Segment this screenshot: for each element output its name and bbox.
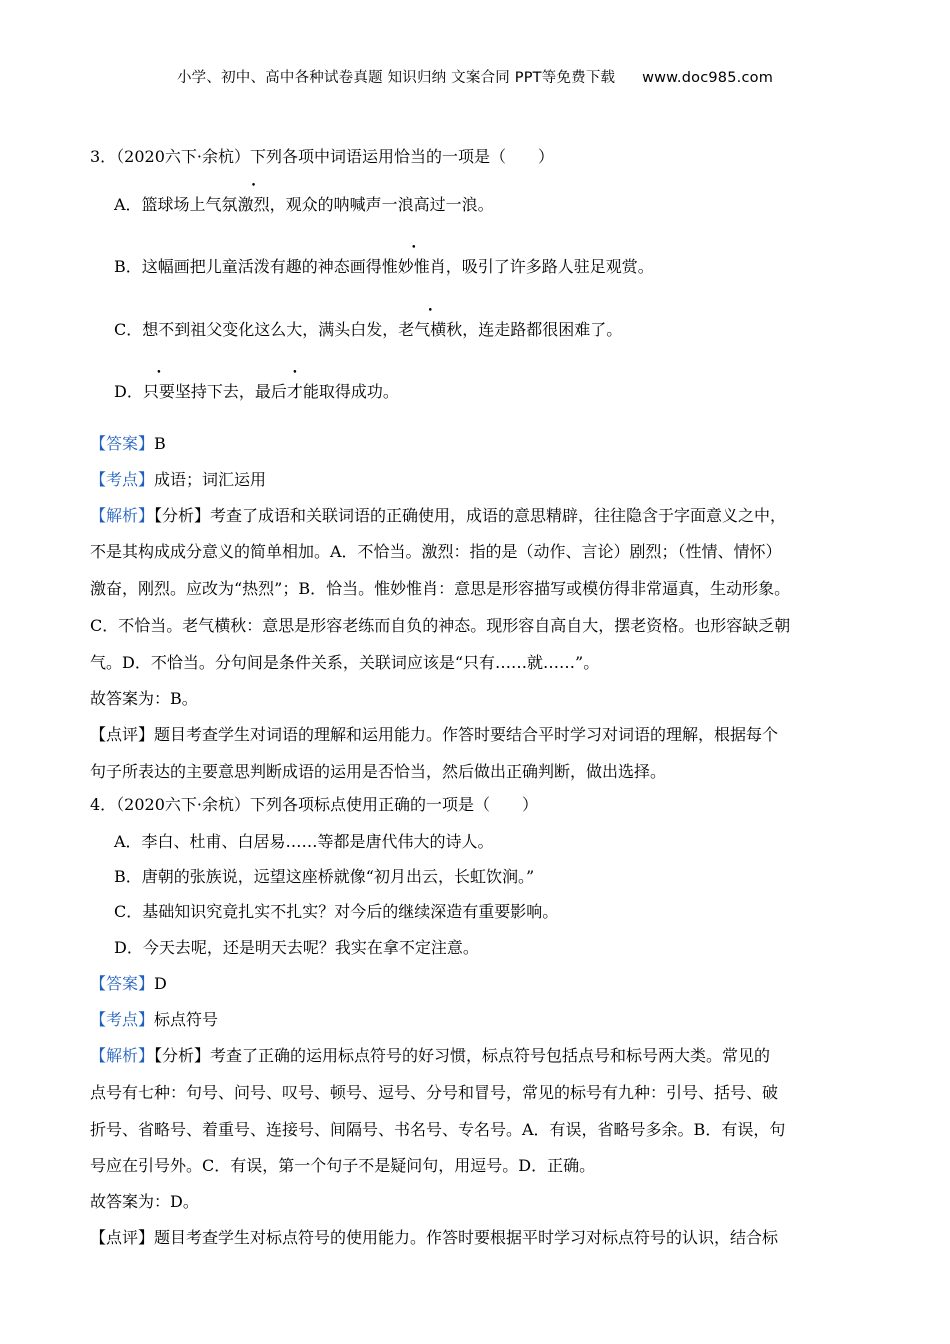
q3-analysis-line: C．不恰当。老气横秋：意思是形容老练而自负的神态。现形容自高自大，摆老资格。也形容缺乏朝 [90,616,791,635]
q3-analysis-line: 不是其构成成分意义的简单相加。A．不恰当。激烈：指的是（动作、言论）剧烈；（性情、情怀） [90,542,782,561]
q3-conclusion: 故答案为：B。 [90,689,198,708]
emphasis-mark: 老气横秋 [398,320,463,339]
q4-analysis-line: 折号、省略号、着重号、连接号、间隔号、书名号、专名号。A．有误，省略号多余。B．有误，句 [90,1120,786,1139]
header-url[interactable]: www.doc985.com [642,70,774,86]
emphasis-mark: 只要 [142,382,175,401]
emphasis-mark: 惟妙惟肖 [381,257,446,276]
q4-stem: 4．（2020六下·余杭）下列各项标点使用正确的一项是（ ） [90,795,538,814]
q4-option-c: C．基础知识究竟扎实不扎实？对今后的继续深造有重要影响。 [114,902,559,921]
point-tag: 【考点】 [90,1010,155,1029]
q4-option-d: D．今天去呢，还是明天去呢？我实在拿不定注意。 [114,938,479,957]
q3-answer: 【答案】B [90,434,166,453]
q3-analysis-line: 气。D．不恰当。分句间是条件关系，关联词应该是“只有……就……”。 [90,653,600,672]
header-text: 小学、初中、高中各种试卷真题 知识归纳 文案合同 PPT等免费下载 [176,70,616,86]
q4-analysis-line: 号应在引号外。C．有误，第一个句子不是疑问句，用逗号。D．正确。 [90,1156,596,1175]
q4-comment: 【点评】题目考查学生对标点符号的使用能力。作答时要根据平时学习对标点符号的认识，结合标 [90,1228,779,1247]
q3-comment: 【点评】题目考查学生对词语的理解和运用能力。作答时要结合平时学习对词语的理解，根据每个 [90,725,779,744]
point-tag: 【考点】 [90,470,155,489]
q3-option-b: B．这幅画把儿童活泼有趣的神态画得惟妙惟肖，吸引了许多路人驻足观赏。 [114,255,654,279]
page-header [0,66,950,87]
q4-analysis-line: 【解析】【分析】考查了正确的运用标点符号的好习惯，标点符号包括点号和标号两大类。常见的 [90,1046,771,1065]
q3-analysis-line: 激奋，刚烈。应改为“热烈”；B．恰当。惟妙惟肖：意思是形容描写或模仿得非常逼真，生动形象。 [90,579,791,598]
q3-point: 【考点】成语；词汇运用 [90,470,267,489]
q3-comment-line: 句子所表达的主要意思判断成语的运用是否恰当，然后做出正确判断，做出选择。 [90,762,667,781]
comment-tag: 【点评】 [90,1228,155,1247]
q3-option-d: D．只要坚持下去，最后才能取得成功。 [114,380,399,404]
q4-option-b: B．唐朝的张族说，远望这座桥就像“初月出云，长虹饮涧。” [114,867,535,886]
q3-stem: 3．（2020六下·余杭）下列各项中词语运用恰当的一项是（ ） [90,147,554,166]
q3-option-a: A．篮球场上气氛激烈，观众的呐喊声一浪高过一浪。 [114,193,494,217]
q4-point: 【考点】标点符号 [90,1010,219,1029]
comment-tag: 【点评】 [90,725,155,744]
q3-analysis-line: 【解析】【分析】考查了成语和关联词语的正确使用，成语的意思精辟，往往隐含于字面意义之中， [90,506,787,525]
q3-option-c: C．想不到祖父变化这么大，满头白发，老气横秋，连走路都很困难了。 [114,318,622,342]
emphasis-mark: 激烈 [237,195,270,214]
analysis-tag: 【解析】 [90,506,155,525]
analysis-tag: 【解析】 [90,1046,155,1065]
answer-tag: 【答案】 [90,434,155,453]
answer-tag: 【答案】 [90,974,155,993]
q4-conclusion: 故答案为：D。 [90,1192,199,1211]
q4-option-a: A．李白、杜甫、白居易……等都是唐代伟大的诗人。 [114,832,494,851]
emphasis-mark: 才 [286,382,303,401]
q4-answer: 【答案】D [90,974,167,993]
q4-analysis-line: 点号有七种：句号、问号、叹号、顿号、逗号、分号和冒号，常见的标号有九种：引号、括号、破 [90,1083,779,1102]
